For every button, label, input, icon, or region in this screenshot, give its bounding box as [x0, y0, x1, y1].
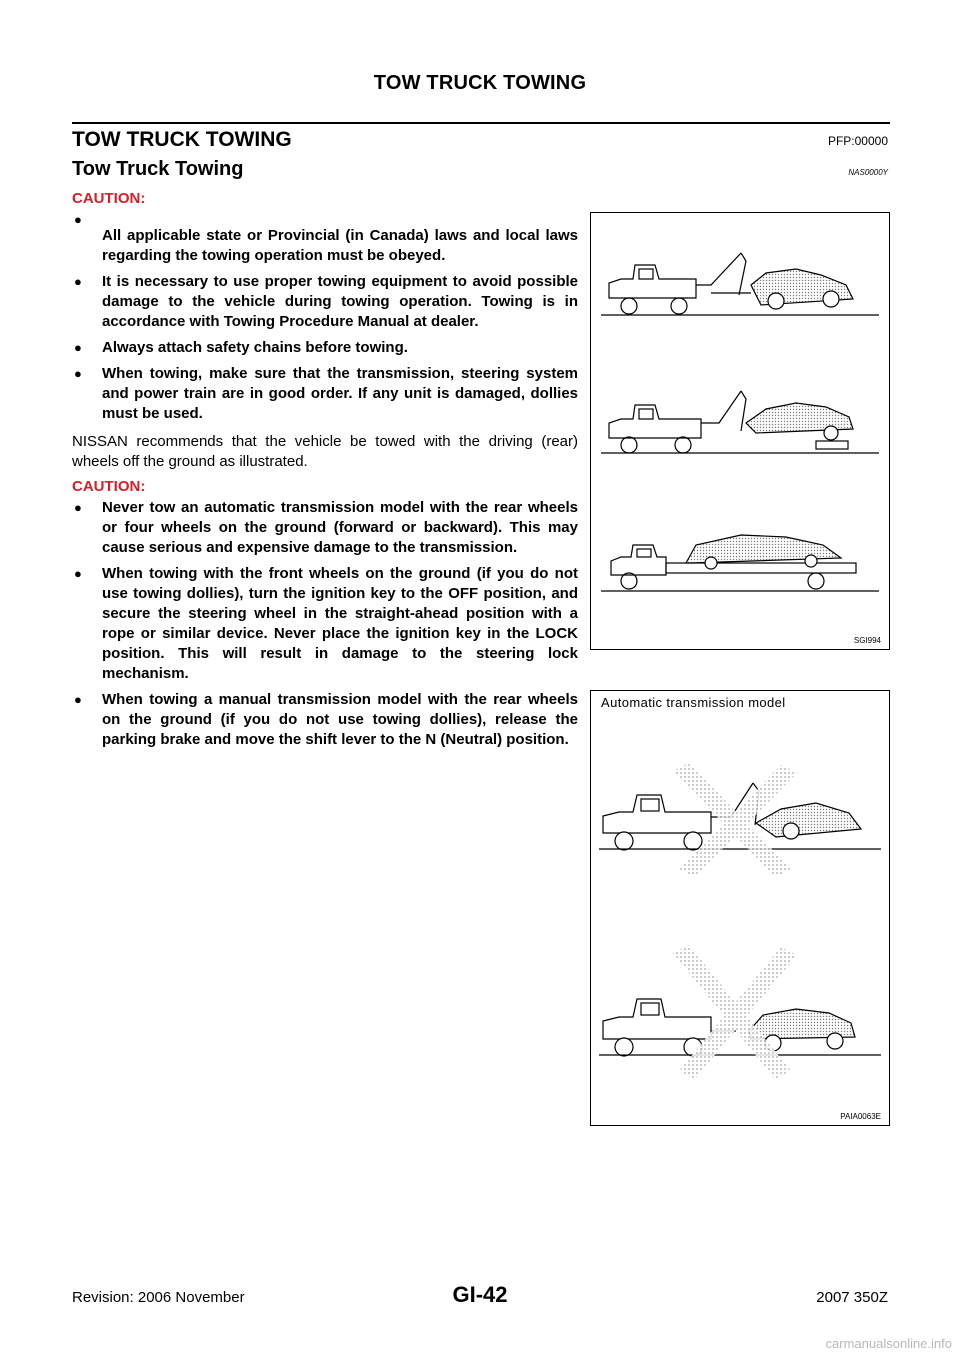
- bullet-icon: ●: [74, 366, 82, 381]
- header-rule: [72, 122, 890, 124]
- footer-model: 2007 350Z: [816, 1289, 888, 1306]
- figure-code: SGI994: [853, 636, 881, 645]
- tow-truck-wheel-lift-scene: [601, 253, 879, 315]
- caution-label-2: CAUTION:: [72, 478, 146, 495]
- subsection-code: NAS0000Y: [848, 168, 888, 177]
- list-item-text: When towing with the front wheels on the ground (if you do not use towing dollies), turn the ignition key to the OFF position, and secure the steering wheel in the straight-ahead position with a rope or similar device. Never place the ignition key in the LOCK position. This will result in damage to the steering lock mechanism.: [102, 565, 578, 682]
- list-item-text: It is necessary to use proper towing equipment to avoid possible damage to the vehicle during towing operation. Towing is in accordance with Towing Procedure Manual at dealer.: [102, 273, 578, 330]
- list-item: [72, 564, 578, 684]
- list-item-text: When towing, make sure that the transmission, steering system and power train are in good order. If any unit is damaged, dollies must be used.: [102, 365, 578, 422]
- list-item-text: All applicable state or Provincial (in Canada) laws and local laws regarding the towing operation must be obeyed.: [102, 227, 578, 264]
- list-item: [72, 338, 578, 358]
- figure-code: PAIA0063E: [840, 1112, 881, 1121]
- prohibited-towing-illustration: [591, 691, 889, 1125]
- bullet-icon: ●: [74, 500, 82, 515]
- figure-automatic-transmission: [590, 690, 890, 1126]
- tow-truck-dolly-scene: [601, 391, 879, 453]
- subsection-title: Tow Truck Towing: [72, 158, 244, 180]
- caution-list-1: [72, 210, 578, 430]
- caution-list-2: [72, 498, 578, 756]
- towing-methods-illustration: [591, 213, 889, 649]
- bullet-icon: ●: [74, 212, 82, 227]
- list-item-text: Never tow an automatic transmission model with the rear wheels or four wheels on the ground (forward or backward). This may cause serious and expensive damage to the transmission.: [102, 499, 578, 556]
- list-item-text: When towing a manual transmission model with the rear wheels on the ground (if you do not use towing dollies), release the parking brake and move the shift lever to the N (Neutral) position.: [102, 691, 578, 748]
- figure-label: Automatic transmission model: [601, 695, 786, 710]
- list-item: [72, 272, 578, 332]
- list-item: [72, 364, 578, 424]
- recommendation-paragraph: NISSAN recommends that the vehicle be towed with the driving (rear) wheels off the ground as illustrated.: [72, 433, 578, 470]
- watermark-text: carmanualsonline.info: [825, 1336, 952, 1351]
- bullet-icon: ●: [74, 566, 82, 581]
- list-item-text: Always attach safety chains before towing.: [102, 339, 408, 356]
- bullet-icon: ●: [74, 274, 82, 289]
- figure-towing-methods: [590, 212, 890, 650]
- bullet-icon: ●: [74, 340, 82, 355]
- section-code: PFP:00000: [827, 134, 888, 148]
- running-header-title: TOW TRUCK TOWING: [373, 72, 587, 94]
- flatbed-truck-scene: [601, 535, 879, 591]
- list-item: [72, 210, 578, 266]
- caution-label-1: CAUTION:: [72, 190, 146, 207]
- list-item: [72, 498, 578, 558]
- section-title: TOW TRUCK TOWING: [72, 128, 292, 151]
- bullet-icon: ●: [74, 692, 82, 707]
- list-item: [72, 690, 578, 750]
- footer-revision: Revision: 2006 November: [72, 1289, 245, 1306]
- footer-page-number: GI-42: [452, 1282, 508, 1307]
